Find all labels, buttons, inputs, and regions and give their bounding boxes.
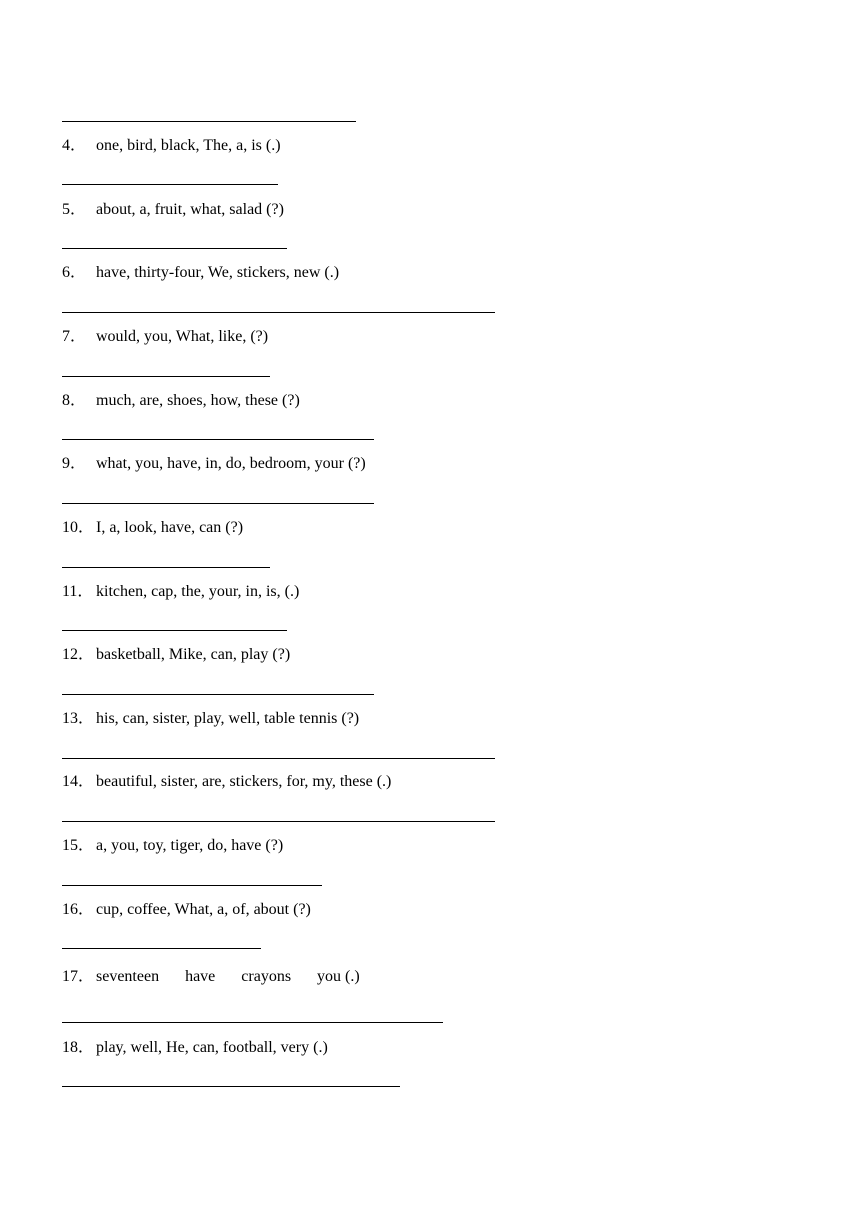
answer-line: [62, 630, 287, 631]
answer-line: [62, 439, 374, 440]
question-number: 12．: [62, 646, 95, 663]
answer-line: [62, 694, 374, 695]
question-number: 14．: [62, 773, 95, 790]
question-text: one, bird, black, The, a, is (.): [96, 137, 281, 154]
answer-line: [62, 376, 270, 377]
question-text: basketball, Mike, can, play (?): [96, 646, 291, 663]
question-14: [62, 772, 391, 792]
question-11: [62, 582, 299, 602]
answer-line: [62, 758, 495, 759]
question-17: [62, 967, 360, 987]
question-text: about, a, fruit, what, salad (?): [96, 201, 284, 218]
question-number: 7．: [62, 328, 87, 345]
question-word: you (.): [317, 968, 360, 985]
question-text: kitchen, cap, the, your, in, is, (.): [96, 583, 300, 600]
question-text: beautiful, sister, are, stickers, for, my, these (.): [96, 773, 392, 790]
question-text: what, you, have, in, do, bedroom, your (?): [96, 455, 366, 472]
question-text: would, you, What, like, (?): [96, 328, 269, 345]
question-10: [62, 518, 243, 538]
question-7: [62, 327, 268, 347]
answer-line: [62, 948, 261, 949]
answer-line: [62, 312, 495, 313]
answer-line: [62, 248, 287, 249]
question-12: [62, 645, 290, 665]
question-18: [62, 1038, 328, 1058]
question-16: [62, 900, 311, 920]
question-number: 9．: [62, 455, 87, 472]
question-number: 15．: [62, 837, 95, 854]
question-number: 13．: [62, 710, 95, 727]
question-number: 8．: [62, 392, 87, 409]
question-text: much, are, shoes, how, these (?): [96, 392, 300, 409]
question-word: crayons: [241, 968, 292, 985]
answer-line: [62, 503, 374, 504]
answer-line: [62, 1022, 443, 1023]
answer-line: [62, 885, 322, 886]
question-9: [62, 454, 366, 474]
question-number: 6．: [62, 264, 87, 281]
question-text: a, you, toy, tiger, do, have (?): [96, 837, 284, 854]
question-text: cup, coffee, What, a, of, about (?): [96, 901, 311, 918]
question-word: have: [185, 968, 216, 985]
question-word: seventeen: [96, 968, 160, 985]
answer-line: [62, 821, 495, 822]
question-text: his, can, sister, play, well, table tennis (?): [96, 710, 360, 727]
question-number: 18．: [62, 1039, 95, 1056]
question-6: [62, 263, 339, 283]
question-text: play, well, He, can, football, very (.): [96, 1039, 328, 1056]
answer-line: [62, 184, 278, 185]
answer-line: [62, 121, 356, 122]
question-number: 4．: [62, 137, 87, 154]
question-15: [62, 836, 283, 856]
question-text: have, thirty-four, We, stickers, new (.): [96, 264, 340, 281]
question-number: 11．: [62, 583, 94, 600]
answer-line: [62, 567, 270, 568]
question-4: [62, 136, 281, 156]
question-13: [62, 709, 359, 729]
answer-line: [62, 1086, 400, 1087]
question-number: 5．: [62, 201, 87, 218]
question-number: 17．: [62, 968, 95, 985]
question-5: [62, 200, 284, 220]
question-8: [62, 391, 300, 411]
question-number: 10．: [62, 519, 95, 536]
question-text: I, a, look, have, can (?): [96, 519, 244, 536]
question-number: 16．: [62, 901, 95, 918]
